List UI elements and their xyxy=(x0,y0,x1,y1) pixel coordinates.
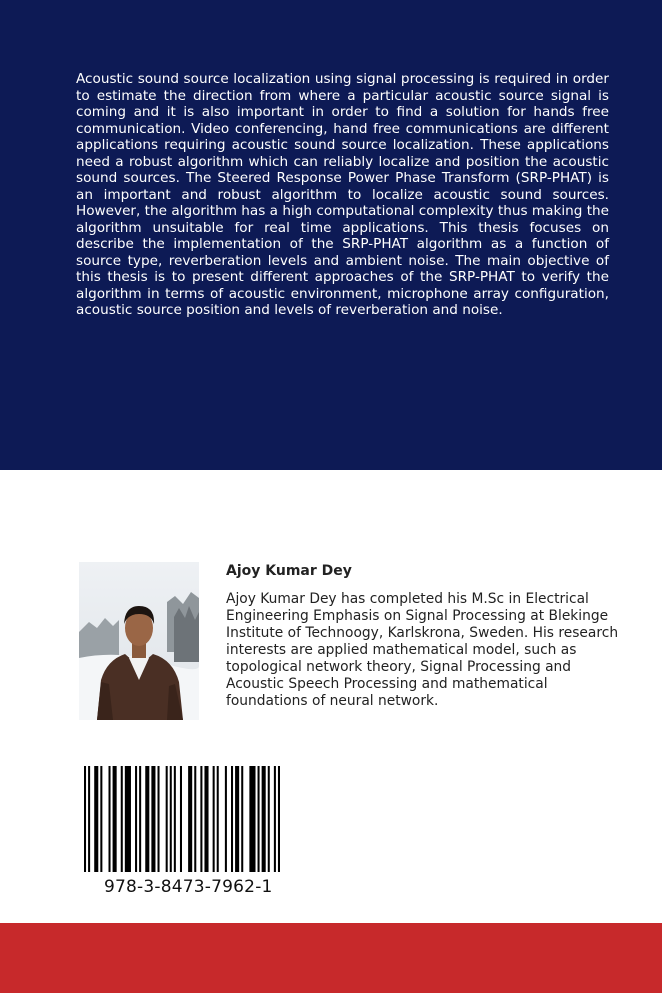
author-bio: Ajoy Kumar Dey has completed his M.Sc in Electrical Engineering Emphasis on Signal Processing at Blekinge Institute of Technoogy, Karlskrona, Sweden. His research interests are applied mathematical model, such as topological network theory, Signal Processing and Acoustic Speech Processing and mathematical foundations of neural network. xyxy=(226,591,619,709)
barcode-bar xyxy=(158,766,160,872)
abstract-panel xyxy=(0,0,662,470)
isbn-barcode xyxy=(84,766,280,872)
barcode-bar xyxy=(180,766,182,872)
abstract-text: Acoustic sound source localization using signal processing is required in order to estimate the direction from where a particular acoustic source signal is coming and it is also important in order to find a solution for hands free communication. Video conferencing, hand free communications are different applications requiring acoustic sound source localization. These applications need a robust algorithm which can reliably localize and position the acoustic sound sources. The Steered Response Power Phase Transform (SRP-PHAT) is an important and robust algorithm to localize acoustic sound sources. However, the algorithm has a high computational complexity thus making the algorithm unsuitable for real time applications. This thesis focuses on describe the implementation of the SRP-PHAT algorithm as a function of source type, reverberation levels and ambient noise. The main objective of this thesis is to present different approaches of the SRP-PHAT to verify the algorithm in terms of acoustic environment, microphone array configuration, acoustic source position and levels of reverberation and noise. xyxy=(76,71,609,318)
barcode-bar xyxy=(204,766,208,872)
barcode-bar xyxy=(241,766,243,872)
barcode-bar xyxy=(88,766,90,872)
barcode-bar xyxy=(188,766,192,872)
barcode-bar xyxy=(249,766,255,872)
barcode-bar xyxy=(113,766,117,872)
barcode-bar xyxy=(235,766,239,872)
barcode-bar xyxy=(225,766,227,872)
barcode-bar xyxy=(231,766,233,872)
barcode-bar xyxy=(278,766,280,872)
barcode-bar xyxy=(100,766,102,872)
barcode-bar xyxy=(84,766,86,872)
barcode-bar xyxy=(94,766,98,872)
isbn-number: 978-3-8473-7962-1 xyxy=(104,877,273,897)
author-photo-image xyxy=(79,562,199,720)
barcode-bar xyxy=(217,766,219,872)
barcode-bar xyxy=(121,766,123,872)
barcode-bar xyxy=(262,766,266,872)
author-name: Ajoy Kumar Dey xyxy=(226,563,352,579)
barcode-bar xyxy=(194,766,196,872)
barcode-bar xyxy=(268,766,270,872)
barcode-bar xyxy=(109,766,111,872)
barcode-bar xyxy=(213,766,215,872)
barcode-bar xyxy=(139,766,141,872)
barcode-bar xyxy=(151,766,155,872)
barcode-bar xyxy=(145,766,149,872)
barcode-bar xyxy=(135,766,137,872)
author-photo xyxy=(79,562,199,720)
barcode-bar xyxy=(258,766,260,872)
barcode-bar xyxy=(166,766,168,872)
bottom-color-band xyxy=(0,923,662,993)
barcode-bar xyxy=(274,766,276,872)
barcode-bar xyxy=(174,766,176,872)
barcode-bar xyxy=(170,766,172,872)
barcode-bar xyxy=(125,766,131,872)
barcode-bar xyxy=(200,766,202,872)
